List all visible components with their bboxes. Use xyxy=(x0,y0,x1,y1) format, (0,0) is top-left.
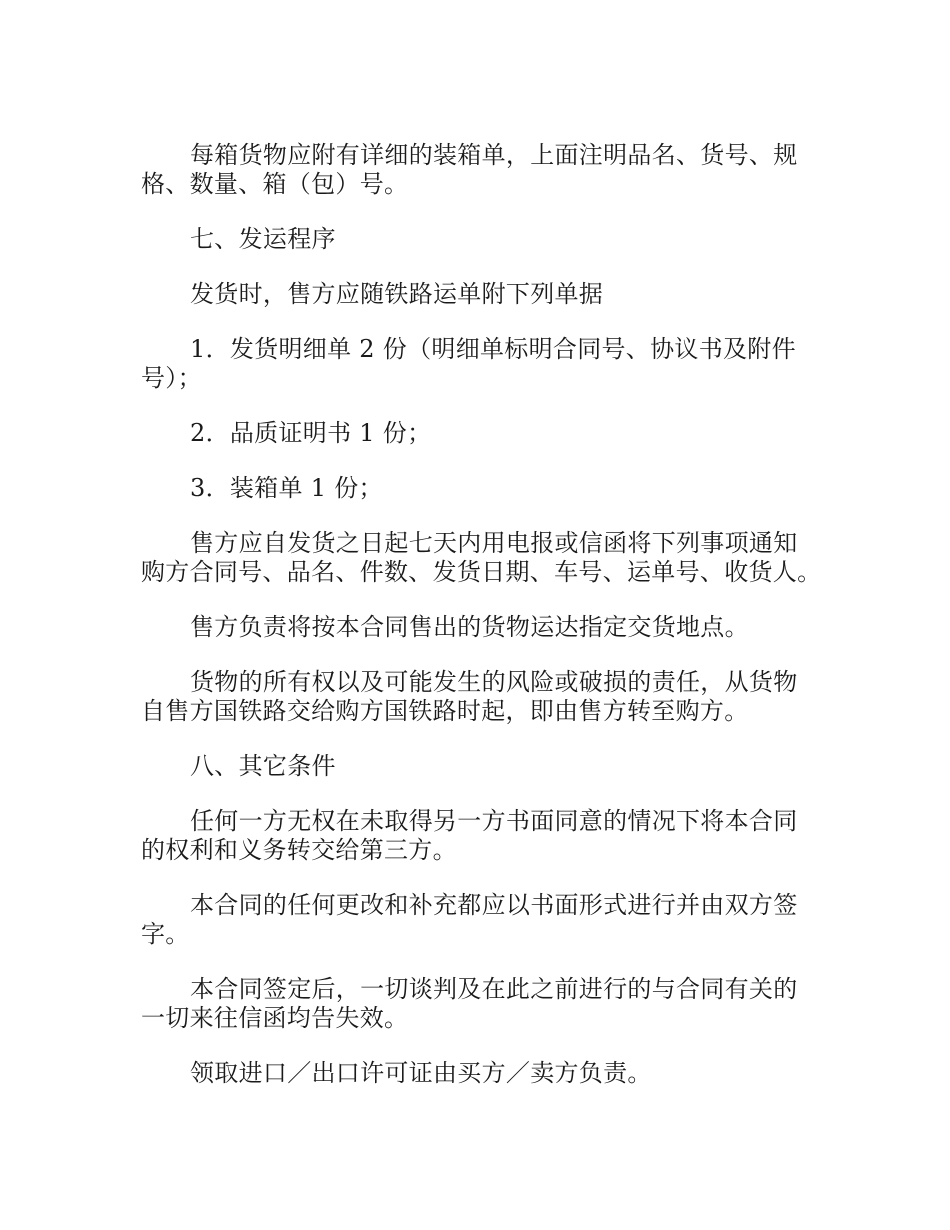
heading-text: 七、发运程序 xyxy=(190,225,336,253)
text-line: 货物的所有权以及可能发生的风险或破损的责任，从货物 xyxy=(190,668,798,696)
paragraph-amendments xyxy=(141,891,821,949)
paragraph-packing-list xyxy=(141,141,821,199)
text-line: 号）； xyxy=(141,364,202,392)
text-line: 自售方国铁路交给购方国铁路时起，即由售方转至购方。 xyxy=(141,697,749,725)
text-line: 购方合同号、品名、件数、发货日期、车号、运单号、收货人。 xyxy=(141,558,822,586)
text-line: 格、数量、箱（包）号。 xyxy=(141,170,409,198)
text-line: 领取进口／出口许可证由买方／卖方负责。 xyxy=(190,1059,652,1087)
paragraph-assignment xyxy=(141,807,821,865)
text-line: 每箱货物应附有详细的装箱单，上面注明品名、货号、规 xyxy=(190,141,798,169)
list-item-1 xyxy=(141,335,821,393)
section-heading-shipping xyxy=(141,225,821,254)
text-line: 任何一方无权在未取得另一方书面同意的情况下将本合同 xyxy=(190,807,798,835)
document-body xyxy=(141,141,821,1114)
section-heading-other xyxy=(141,752,821,781)
list-item-3 xyxy=(141,474,821,503)
text-line: 售方应自发货之日起七天内用电报或信函将下列事项通知 xyxy=(190,529,798,557)
paragraph-delivery xyxy=(141,613,821,642)
paragraph-ownership-risk xyxy=(141,668,821,726)
heading-text: 八、其它条件 xyxy=(190,752,336,780)
paragraph-licenses xyxy=(141,1059,821,1088)
text-line: 3．装箱单 1 份； xyxy=(190,474,383,502)
text-line: 2．品质证明书 1 份； xyxy=(190,419,432,447)
text-line: 发货时，售方应随铁路运单附下列单据 xyxy=(190,280,604,308)
text-line: 售方负责将按本合同售出的货物运达指定交货地点。 xyxy=(190,613,749,641)
paragraph-notification xyxy=(141,529,821,587)
text-line: 本合同签定后，一切谈判及在此之前进行的与合同有关的 xyxy=(190,975,798,1003)
text-line: 的权利和义务转交给第三方。 xyxy=(141,836,457,864)
text-line: 1．发货明细单 2 份（明细单标明合同号、协议书及附件 xyxy=(190,335,796,363)
text-line: 一切来往信函均告失效。 xyxy=(141,1004,409,1032)
text-line: 本合同的任何更改和补充都应以书面形式进行并由双方签 xyxy=(190,891,798,919)
text-line: 字。 xyxy=(141,920,190,948)
paragraph-shipping-docs xyxy=(141,280,821,309)
list-item-2 xyxy=(141,419,821,448)
paragraph-prior-negotiations xyxy=(141,975,821,1033)
